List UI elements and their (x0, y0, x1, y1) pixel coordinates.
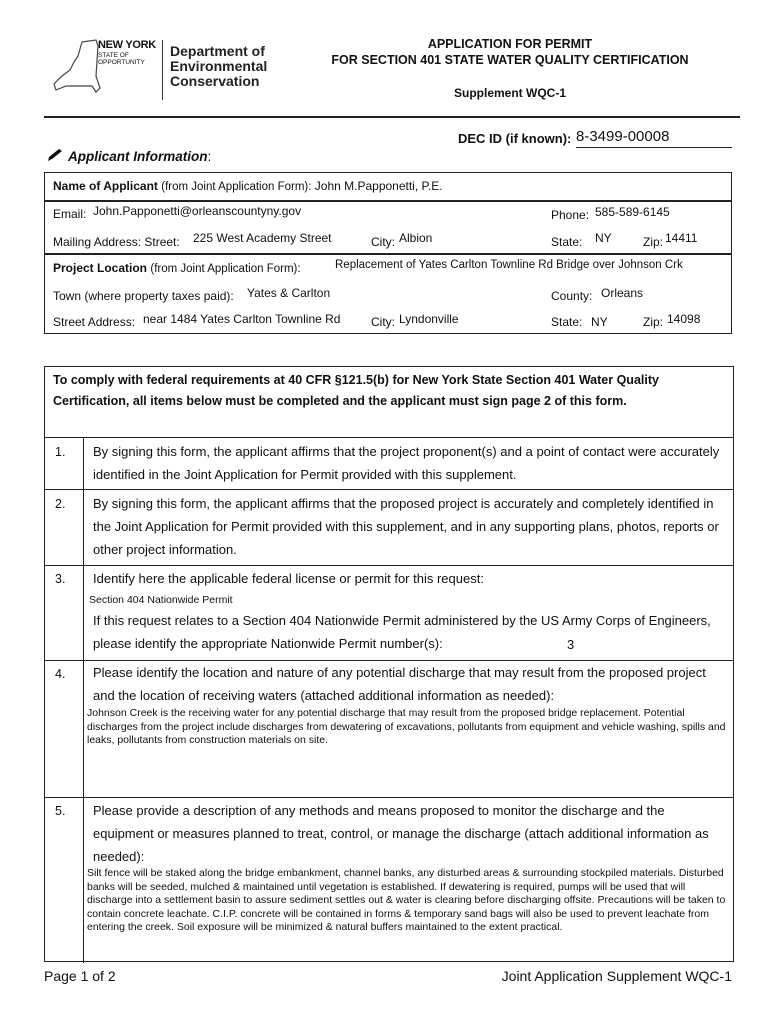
pencil-icon (46, 148, 64, 162)
logo-state-sub: STATE OF OPPORTUNITY (98, 52, 145, 66)
row-divider (45, 797, 733, 798)
item-number: 4. (55, 667, 66, 681)
supplement-title: Supplement WQC-1 (453, 86, 566, 100)
discharge-methods-field[interactable]: Silt fence will be staked along the bridge embankment, channel banks, any disturbed areas & surrounding stockpiled materials. Disturbed banks will be seeded, mulched & maintained until vegetation is established. If dewatering is required, pumps will be used that will discharge into a settlement basin to assure sediment settles out & water is clearing before discharging offsite. Precautions will be taken to contain concrete leachate. C.I.P. concrete will be contained in forms & temporary sand bags will also be used to prevent leachate from entering the creek. Soil exposure will be minimized & natural buffers maintained to the extent practical. (87, 867, 726, 933)
applicant-name-row: Name of Applicant (from Joint Application Form): John M.Papponetti, P.E. (53, 179, 443, 193)
form-title: APPLICATION FOR PERMIT FOR SECTION 401 STATE WATER QUALITY CERTIFICATION (331, 37, 689, 67)
phone-field[interactable]: 585-589-6145 (595, 205, 670, 219)
header-rule (44, 116, 740, 118)
mailing-zip-label: Zip: (643, 235, 664, 249)
project-zip-label: Zip: (643, 315, 664, 329)
project-state-label: State: (551, 315, 583, 329)
item-5-text: Please provide a description of any methods and means proposed to monitor the discharge and the equipment or measures planned to treat, control, or manage the discharge (attach additional information as needed): (93, 803, 709, 864)
street-address-label: Street Address: (53, 315, 136, 329)
county-label: County: (551, 289, 593, 303)
item-1-text: By signing this form, the applicant affirms that the project proponent(s) and a point of contact were accurately identified in the Joint Application for Permit provided with this supplement. (93, 444, 720, 482)
project-state-field[interactable]: NY (591, 315, 608, 329)
footer-form-name: Joint Application Supplement WQC-1 (501, 968, 732, 984)
row-divider (45, 437, 733, 438)
street-address-field[interactable]: near 1484 Yates Carlton Townline Rd (143, 312, 341, 326)
item-3-text-2: If this request relates to a Section 404 Nationwide Permit administered by the US Army Corps of Engineers, please identify the appropriate Nationwide Permit number(s): (93, 613, 711, 651)
email-field[interactable]: John.Papponetti@orleanscountyny.gov (93, 204, 302, 218)
applicant-info-box (44, 172, 732, 334)
project-location-row: Project Location (from Joint Application Form): (53, 261, 301, 275)
column-divider (83, 437, 84, 963)
project-zip-field[interactable]: 14098 (667, 312, 701, 326)
county-field[interactable]: Orleans (601, 286, 644, 300)
item-number: 3. (55, 572, 66, 586)
town-field[interactable]: Yates & Carlton (247, 286, 331, 300)
email-label: Email: (53, 207, 87, 221)
discharge-location-field[interactable]: Johnson Creek is the receiving water for any potential discharge that may result from the proposed bridge replacement. Potential discharges from the project include discharges from dewatering of excavations, pollutants from equipment and vehicle washing, spills and leaks, pollutants from construction materials on site. (87, 707, 726, 746)
mailing-city-label: City: (371, 235, 395, 249)
row-divider (45, 565, 733, 566)
phone-label: Phone: (551, 208, 590, 222)
mailing-state-label: State: (551, 235, 583, 249)
item-3-text: Identify here the applicable federal license or permit for this request: (93, 571, 484, 586)
mailing-city-field[interactable]: Albion (399, 231, 433, 245)
dec-id-field[interactable]: 8-3499-00008 (576, 128, 732, 148)
mailing-zip-field[interactable]: 14411 (665, 231, 698, 245)
item-number: 5. (55, 804, 66, 818)
item-2-text: By signing this form, the applicant affirms that the proposed project is accurately and completely identified in the Joint Application for Permit provided with this supplement, and in any supporting plans, photos, reports or other project information. (93, 496, 719, 557)
nationwide-permit-number-field[interactable]: 3 (567, 637, 575, 652)
item-number: 1. (55, 445, 66, 459)
project-city-label: City: (371, 315, 395, 329)
row-divider (45, 253, 731, 255)
applicant-name-field[interactable]: John M.Papponetti, P.E. (314, 179, 443, 193)
project-location-field[interactable]: Replacement of Yates Carlton Townline Rd Bridge over Johnson Crk (335, 259, 683, 271)
logo-divider (162, 40, 163, 100)
logo-department: Department of Environmental Conservation (170, 43, 268, 89)
item-number: 2. (55, 497, 66, 511)
dec-logo (52, 26, 272, 106)
dec-id-label: DEC ID (if known): (458, 131, 572, 146)
row-divider (45, 200, 731, 202)
mailing-street-label: Mailing Address: Street: (53, 235, 180, 249)
item-4-text: Please identify the location and nature of any potential discharge that may result from the proposed project and the location of receiving waters (attached additional information as needed): (93, 665, 706, 703)
row-divider (45, 489, 733, 490)
federal-permit-field[interactable]: Section 404 Nationwide Permit (89, 594, 233, 606)
applicant-info-heading: Applicant Information: (46, 148, 211, 164)
page-number: Page 1 of 2 (44, 968, 116, 984)
mailing-state-field[interactable]: NY (595, 231, 612, 245)
town-label: Town (where property taxes paid): (53, 289, 234, 303)
project-city-field[interactable]: Lyndonville (399, 312, 459, 326)
requirements-box (44, 366, 734, 962)
requirements-intro: To comply with federal requirements at 40 CFR §121.5(b) for New York State Section 401 Water Quality Certification, all items below must be completed and the applicant must sign page 2 of this form. (53, 373, 659, 408)
logo-state-name: NEW YORK (98, 39, 156, 51)
mailing-street-field[interactable]: 225 West Academy Street (193, 231, 332, 245)
